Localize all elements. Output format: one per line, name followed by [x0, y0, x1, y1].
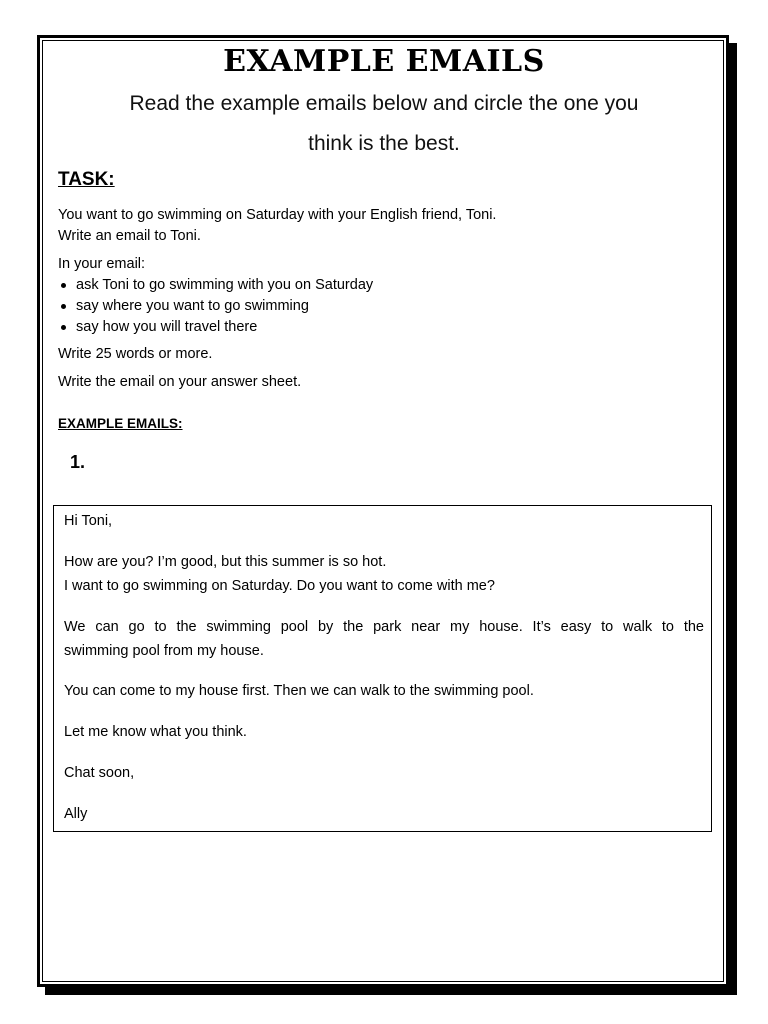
page-title: EXAMPLE EMAILS — [223, 44, 545, 79]
answer-sheet-instruction: Write the email on your answer sheet. — [58, 374, 302, 390]
email-paragraph-1-line-1: How are you? I’m good, but this summer is so hot. — [64, 554, 387, 570]
page-instructions — [60, 84, 708, 164]
email-paragraph-1-line-2: I want to go swimming on Saturday. Do you want to come with me? — [64, 578, 495, 594]
task-intro — [58, 205, 496, 247]
task-intro-line-1: You want to go swimming on Saturday with your English friend, Toni. — [58, 207, 497, 223]
task-bullet-item — [58, 275, 373, 296]
bullet-icon — [61, 283, 66, 288]
email-paragraph-2-line-2: swimming pool from my house. — [64, 643, 264, 659]
email-paragraph-4: Let me know what you think. — [64, 724, 247, 740]
word-count-instruction: Write 25 words or more. — [58, 346, 213, 362]
email-greeting: Hi Toni, — [64, 513, 113, 529]
task-bullet-text: ask Toni to go swimming with you on Saturday — [76, 277, 374, 293]
example-number: 1. — [70, 452, 86, 472]
task-bullet-item — [58, 317, 373, 338]
email-signature: Ally — [64, 806, 88, 822]
bullet-icon — [61, 304, 66, 309]
instructions-line-2: think is the best. — [308, 132, 460, 155]
task-bullet-text: say how you will travel there — [76, 319, 258, 335]
instructions-line-1: Read the example emails below and circle the one you — [129, 92, 639, 115]
task-bullet-text: say where you want to go swimming — [76, 298, 309, 314]
example-emails-heading: EXAMPLE EMAILS: — [58, 416, 183, 431]
in-your-email-label: In your email: — [58, 256, 146, 272]
task-bullet-list — [58, 275, 373, 338]
task-bullet-item — [58, 296, 373, 317]
email-closing: Chat soon, — [64, 765, 135, 781]
bullet-icon — [61, 325, 66, 330]
email-paragraph-2-line-1: We can go to the swimming pool by the park near my house. It’s easy to walk to the — [64, 619, 704, 635]
task-heading: TASK: — [58, 169, 115, 190]
email-paragraph-3: You can come to my house first. Then we can walk to the swimming pool. — [64, 683, 534, 699]
task-intro-line-2: Write an email to Toni. — [58, 228, 201, 244]
